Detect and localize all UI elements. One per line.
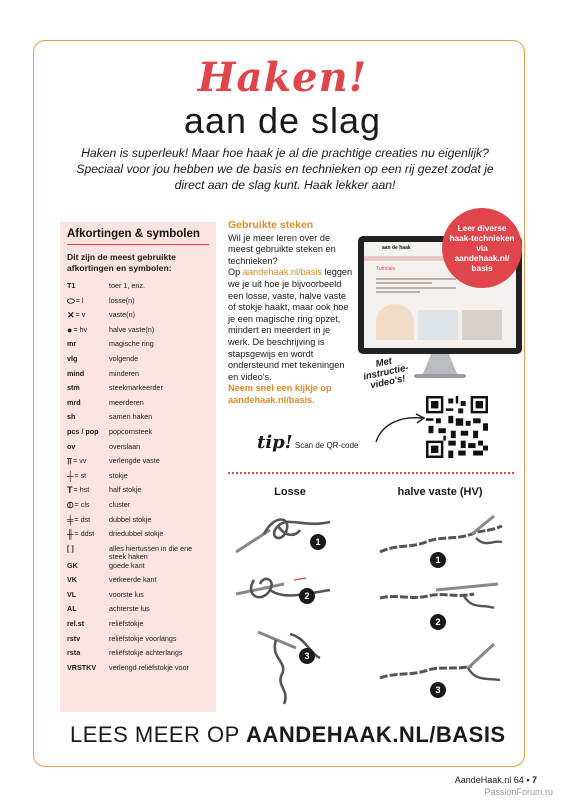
abbreviation-key-text: [ ] xyxy=(67,543,74,553)
abbreviation-value: alles hiertussen in die ene steek haken xyxy=(109,543,193,562)
abbreviation-key xyxy=(67,591,109,600)
abbreviation-key xyxy=(67,576,109,585)
stitch-symbol-icon: ⬭ xyxy=(67,295,75,306)
title-script: Haken! xyxy=(197,54,368,101)
abbreviation-key-text: = l xyxy=(75,295,84,305)
abbreviation-key xyxy=(67,472,109,481)
abbreviation-key-text: pcs / pop xyxy=(67,426,99,436)
page-number xyxy=(455,775,537,785)
abbreviation-key-text: = cls xyxy=(74,499,90,509)
abbreviation-row xyxy=(67,297,209,312)
abbreviation-key xyxy=(67,620,109,629)
stitch-symbol-icon: ╫ xyxy=(67,529,74,540)
abbreviation-row xyxy=(67,370,209,385)
abbreviations-panel xyxy=(60,222,216,712)
steken-p2-prefix: Op xyxy=(228,267,243,278)
abbreviation-key xyxy=(67,516,109,525)
abbreviation-key-text: = hv xyxy=(73,324,88,334)
abbreviation-value: steekmarkeerder xyxy=(109,383,163,393)
read-more-prefix: LEES MEER OP xyxy=(70,722,247,747)
page-sep: • xyxy=(526,775,530,785)
tip-word: tip! xyxy=(257,432,293,453)
losse-step-3-illustration xyxy=(250,618,340,708)
abbreviation-value: verlengde vaste xyxy=(109,456,160,466)
abbreviation-key xyxy=(67,605,109,614)
abbreviation-key xyxy=(67,340,109,349)
abbreviation-key-text: rsta xyxy=(67,648,81,658)
abbreviation-value: vaste(n) xyxy=(109,310,135,320)
abbreviation-row xyxy=(67,591,209,606)
abbreviation-key xyxy=(67,428,109,437)
abbreviation-key-text: = v xyxy=(75,310,86,320)
abbreviation-row xyxy=(67,413,209,428)
abbreviation-key-text: rstv xyxy=(67,633,81,643)
abbreviation-value: achterste lus xyxy=(109,604,150,614)
abbreviation-key xyxy=(67,664,109,673)
abbreviation-value: meerderen xyxy=(109,397,144,407)
qr-code-icon[interactable] xyxy=(426,396,488,458)
abbreviation-value: voorste lus xyxy=(109,589,144,599)
losse-step-2-illustration xyxy=(234,560,334,610)
abbreviation-value: reliëfstokje achterlangs xyxy=(109,648,183,658)
screen-text-lines xyxy=(376,275,456,296)
abbreviation-row xyxy=(67,457,209,472)
abbreviation-key xyxy=(67,413,109,422)
losse-step-3-number: 3 xyxy=(299,648,315,664)
abbreviation-value: volgende xyxy=(109,353,139,363)
abbreviation-value: dubbel stokje xyxy=(109,514,152,524)
badge-text: Leer diverse haak-technieken via aandehaak.nl/ basis xyxy=(449,223,515,273)
stitch-symbol-icon: ⫪ xyxy=(67,456,73,467)
abbreviation-row xyxy=(67,355,209,370)
abbreviation-key-text: VRSTKV xyxy=(67,662,97,672)
abbreviation-value: losse(n) xyxy=(109,295,135,305)
steken-p1: Wil je meer leren over de meest gebruikte steken en technieken? xyxy=(228,232,336,266)
screen-image-right xyxy=(462,310,502,340)
read-more-banner xyxy=(70,722,506,748)
abbreviation-row xyxy=(67,443,209,458)
abbreviation-key xyxy=(67,486,109,495)
abbreviation-key-text: = dst xyxy=(74,514,91,524)
abbreviation-key-text: = hst xyxy=(73,485,90,495)
abbreviation-key xyxy=(67,530,109,539)
abbreviation-row xyxy=(67,605,209,620)
abbreviation-row xyxy=(67,311,209,326)
screen-image-left xyxy=(376,304,414,340)
hv-step-3-number: 3 xyxy=(430,682,446,698)
abbreviation-row xyxy=(67,326,209,341)
column-title-halve-vaste: halve vaste (HV) xyxy=(397,486,483,498)
abbreviation-row xyxy=(67,486,209,501)
abbreviation-value: goede kant xyxy=(109,560,145,570)
stitch-symbol-icon: ┼ xyxy=(67,470,74,481)
abbreviation-key xyxy=(67,545,109,554)
abbreviation-row xyxy=(67,664,209,679)
stitch-symbol-icon: ● xyxy=(67,324,73,335)
abbreviation-value: reliëfstokje voorlangs xyxy=(109,633,177,643)
page-num: 7 xyxy=(531,775,537,785)
abbreviation-value: magische ring xyxy=(109,339,154,349)
monitor-stand-base xyxy=(414,374,466,378)
abbreviation-key-text: AL xyxy=(67,604,77,614)
abbreviation-row xyxy=(67,635,209,650)
abbreviations-subtitle: Dit zijn de meest gebruikte afkortingen en symbolen: xyxy=(67,252,176,273)
abbreviation-key xyxy=(67,649,109,658)
abbreviation-key-text: mrd xyxy=(67,397,81,407)
steken-cta[interactable]: Neem snel een kijkje op aandehaak.nl/basis. xyxy=(228,383,332,405)
losse-step-1-number: 1 xyxy=(310,534,326,550)
abbreviation-key-text: = vv xyxy=(73,456,87,466)
abbreviation-key xyxy=(67,282,109,291)
abbreviation-key xyxy=(67,501,109,510)
abbreviation-value: verkeerde kant xyxy=(109,575,157,585)
abbreviation-key xyxy=(67,311,109,320)
abbreviation-key-text: VK xyxy=(67,575,77,585)
title-sub: aan de slag xyxy=(183,100,382,141)
abbreviation-value: verlengd reliëfstokje voor xyxy=(109,662,189,672)
abbreviation-key-text: GK xyxy=(67,560,78,570)
tip-label xyxy=(257,432,358,453)
watermark: PassionForum.ru xyxy=(484,787,553,797)
abbreviation-key xyxy=(67,355,109,364)
steken-section xyxy=(228,220,353,407)
abbreviation-value: minderen xyxy=(109,368,139,378)
intro-text: Haken is superleuk! Maar hoe haak je al die prachtige creaties nu eigenlijk? Speciaal voor jou hebben we de basis en technieken op een rij gezet zodat je direct aan de slag kunt. Haak lekker aan! xyxy=(76,146,494,192)
hv-step-2-number: 2 xyxy=(430,614,446,630)
abbreviation-row xyxy=(67,562,209,577)
abbreviation-row xyxy=(67,282,209,297)
losse-step-1-illustration xyxy=(234,508,334,558)
abbreviation-key-text: VL xyxy=(67,589,77,599)
abbreviation-value: halve vaste(n) xyxy=(109,324,155,334)
abbreviation-key-text: mind xyxy=(67,368,85,378)
abbreviation-key xyxy=(67,635,109,644)
abbreviations-list xyxy=(67,282,209,678)
abbreviation-key-text: ov xyxy=(67,441,76,451)
steken-title: Gebruikte steken xyxy=(228,219,314,231)
abbreviation-value: driedubbel stokje xyxy=(109,529,164,539)
abbreviation-key xyxy=(67,384,109,393)
abbreviation-value: half stokje xyxy=(109,485,142,495)
abbreviation-value: samen haken xyxy=(109,412,153,422)
abbreviation-key xyxy=(67,443,109,452)
abbreviation-row xyxy=(67,501,209,516)
steken-p2-rest: leggen we je uit hoe je bijvoorbeeld een losse, vaste, halve vaste of stokje haakt, maar ook hoe je een magische ring opzet, mindert en meerdert in je werk. De beschrijving is stapsgewijs en wordt ondersteund met tekeningen en video's. xyxy=(228,267,353,382)
abbreviation-key-text: sh xyxy=(67,412,76,422)
screen-image-mid xyxy=(418,310,458,340)
instruction-video-label: Met instructie-video's! xyxy=(362,355,410,392)
abbreviation-key-text: = st xyxy=(74,470,87,480)
abbreviation-key xyxy=(67,297,109,306)
screen-logo: aan de haak xyxy=(382,245,411,251)
abbreviation-row xyxy=(67,516,209,531)
read-more-link[interactable]: AANDEHAAK.NL/BASIS xyxy=(246,722,506,747)
column-title-losse: Losse xyxy=(274,486,306,498)
abbreviation-value: popcornsteek xyxy=(109,426,153,436)
stitch-symbol-icon: ✕ xyxy=(67,310,75,321)
arrow-icon xyxy=(372,410,428,444)
abbreviation-key xyxy=(67,457,109,466)
abbreviation-key-text: T1 xyxy=(67,281,76,290)
abbreviation-key-text: stm xyxy=(67,383,80,393)
screen-heading: Tutorials xyxy=(376,266,395,272)
abbreviation-value: reliëfstokje xyxy=(109,619,144,629)
steken-p2 xyxy=(228,267,353,383)
hv-step-1-number: 1 xyxy=(430,552,446,568)
abbreviation-row xyxy=(67,399,209,414)
tip-text: Scan de QR-code xyxy=(294,441,359,450)
abbreviation-value: cluster xyxy=(109,499,131,509)
abbreviation-key-text: mr xyxy=(67,339,77,349)
abbreviation-row xyxy=(67,530,209,545)
abbreviation-key xyxy=(67,399,109,408)
abbreviation-row xyxy=(67,576,209,591)
abbreviation-value: stokje xyxy=(109,470,128,480)
page-label: AandeHaak.nl 64 xyxy=(454,775,524,785)
abbreviation-row xyxy=(67,340,209,355)
abbreviation-row xyxy=(67,545,209,562)
abbreviation-key xyxy=(67,370,109,379)
abbreviation-row xyxy=(67,620,209,635)
abbreviation-value: overslaan xyxy=(109,441,141,451)
abbreviations-title: Afkortingen & symbolen xyxy=(67,228,209,245)
abbreviation-row xyxy=(67,384,209,399)
abbreviation-row xyxy=(67,428,209,443)
section-divider xyxy=(228,472,514,474)
abbreviation-key-text: vlg xyxy=(67,353,78,363)
abbreviation-key xyxy=(67,326,109,335)
info-badge xyxy=(442,208,522,288)
abbreviation-key-text: rel.st xyxy=(67,619,85,629)
stitch-symbol-icon: T xyxy=(67,485,73,496)
abbreviation-key-text: = ddst xyxy=(74,529,95,539)
abbreviation-value: toer 1, enz. xyxy=(109,281,145,290)
steken-link[interactable]: aandehaak.nl/basis xyxy=(242,267,322,278)
abbreviation-row xyxy=(67,472,209,487)
losse-step-2-number: 2 xyxy=(299,588,315,604)
abbreviation-row xyxy=(67,649,209,664)
stitch-symbol-icon: ⦶ xyxy=(67,499,74,510)
abbreviation-key xyxy=(67,562,109,571)
stitch-symbol-icon: ╪ xyxy=(67,514,74,525)
